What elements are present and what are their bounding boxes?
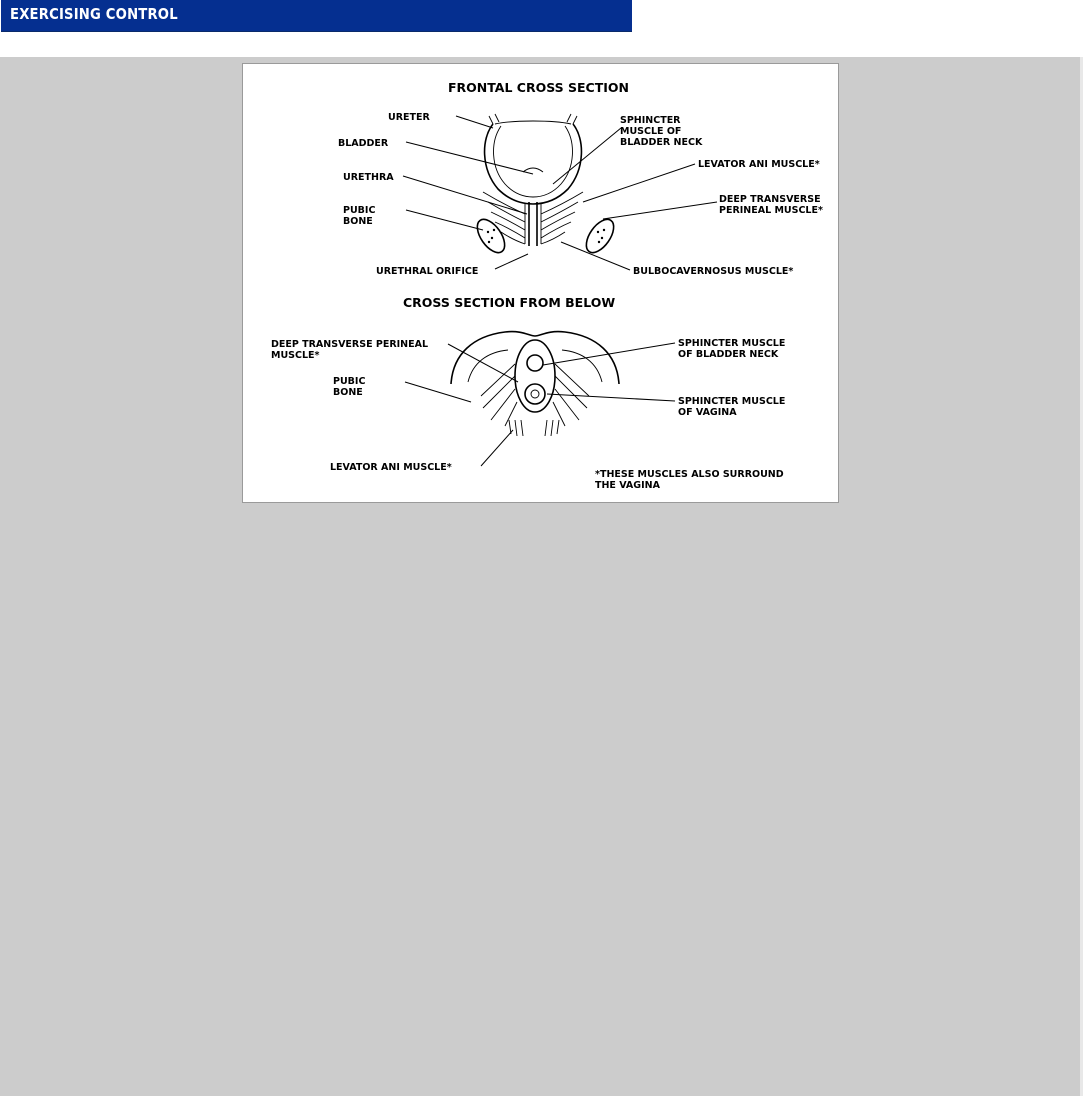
right-muscle-fibers (541, 192, 583, 238)
label-levator-ani-below: LEVATOR ANI MUSCLE* (330, 462, 452, 473)
label-bulbocavernosus: BULBOCAVERNOSUS MUSCLE* (633, 266, 794, 277)
left-levator-fibers (481, 364, 517, 426)
frontal-heading: FRONTAL CROSS SECTION (448, 80, 629, 95)
label-sphincter-vagina-1: SPHINCTER MUSCLE (678, 396, 786, 407)
left-muscle-fibers (483, 192, 525, 238)
left-ureter (489, 114, 499, 124)
label-deep-transverse-perineal-1: DEEP TRANSVERSE PERINEAL (271, 339, 429, 350)
label-sphincter-1: SPHINCTER (620, 115, 681, 126)
label-sphincter-neck-2: OF BLADDER NECK (678, 349, 779, 360)
label-bladder: BLADDER (338, 138, 389, 149)
label-deep-transverse-2: PERINEAL MUSCLE* (719, 205, 823, 216)
bulbo-fibers (501, 232, 565, 244)
bladder-inner-wall (494, 126, 573, 197)
sphincter-outer-ring (515, 340, 555, 412)
label-pubic-bone-1: PUBIC (343, 205, 376, 216)
frontal-illustration (472, 114, 619, 257)
label-deep-transverse-perineal-2: MUSCLE* (271, 350, 320, 361)
below-heading: CROSS SECTION FROM BELOW (403, 295, 616, 310)
vaginal-opening (531, 390, 539, 398)
levator-base-fibers (509, 420, 559, 436)
bladder-fold (523, 168, 543, 172)
label-pubic-bone-below-2: BONE (333, 387, 363, 398)
page-title: EXERCISING CONTROL (10, 5, 178, 23)
vaginal-sphincter (525, 384, 545, 404)
label-ureter: URETER (388, 112, 430, 123)
label-urethral-orifice: URETHRAL ORIFICE (376, 266, 479, 277)
bladder-top (495, 121, 571, 124)
label-urethra: URETHRA (343, 172, 394, 183)
label-deep-transverse-1: DEEP TRANSVERSE (719, 194, 821, 205)
label-sphincter-neck-1: SPHINCTER MUSCLE (678, 338, 786, 349)
bladder-neck-sphincter (527, 355, 543, 371)
page-banner (1, 0, 632, 32)
label-pubic-bone-2: BONE (343, 216, 373, 227)
below-illustration (451, 332, 619, 436)
right-pubic-bone (581, 215, 619, 258)
below-leader-lines (405, 343, 675, 466)
label-levator-ani: LEVATOR ANI MUSCLE* (698, 159, 820, 170)
left-pubic-bone (472, 215, 510, 258)
label-sphincter-3: BLADDER NECK (620, 137, 703, 148)
right-ureter (567, 114, 577, 124)
bladder-outer-wall (485, 124, 582, 204)
label-pubic-bone-below-1: PUBIC (333, 376, 366, 387)
urethra-sheath (525, 204, 541, 244)
urethra-tube (529, 202, 537, 246)
anatomy-diagram-svg (243, 64, 838, 502)
footnote-line-2: THE VAGINA (595, 480, 660, 491)
label-sphincter-2: MUSCLE OF (620, 126, 682, 137)
footnote-line-1: *THESE MUSCLES ALSO SURROUND (595, 469, 784, 480)
anatomy-figure (242, 63, 839, 503)
label-sphincter-vagina-2: OF VAGINA (678, 407, 737, 418)
